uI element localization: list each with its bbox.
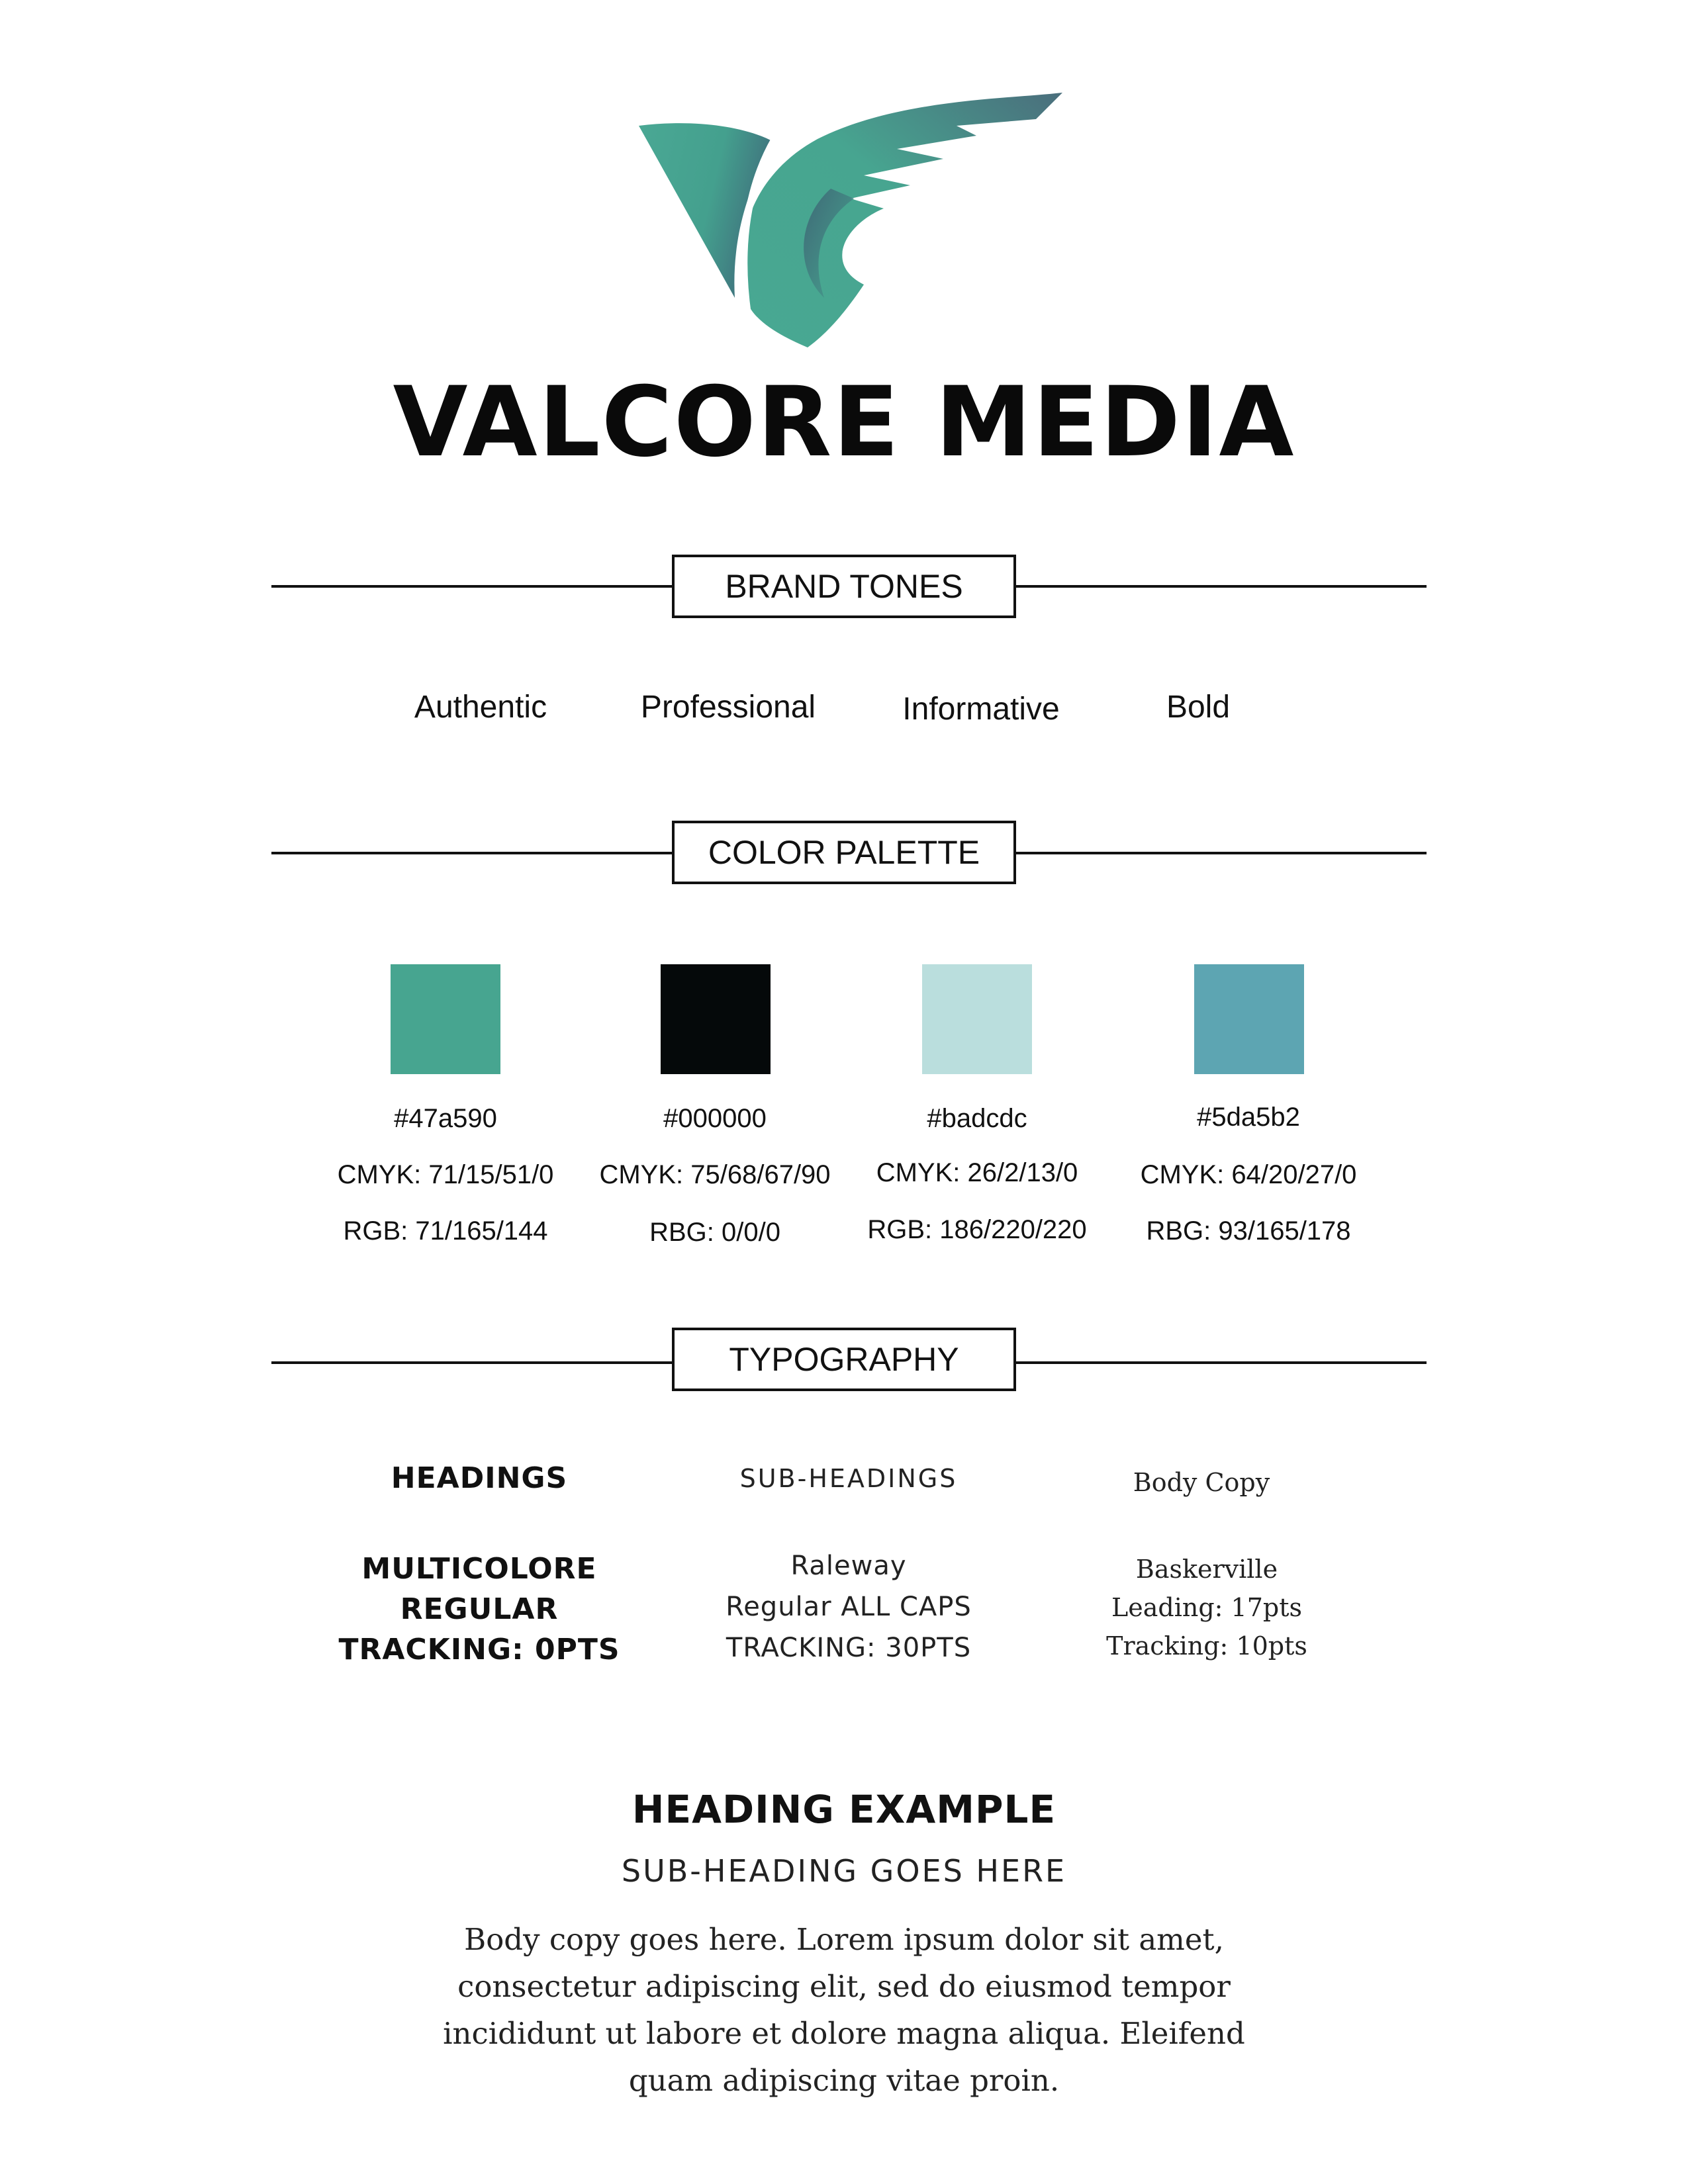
valcore-wing-logo-icon <box>632 86 1082 351</box>
section-rule-left <box>271 1361 672 1364</box>
typography-body-tracking: Tracking: 10pts <box>1106 1631 1307 1661</box>
tone-bold: Bold <box>1166 690 1231 725</box>
section-rule-left <box>271 852 672 854</box>
heading-example: HEADING EXAMPLE <box>632 1787 1056 1832</box>
color-cmyk: CMYK: 71/15/51/0 <box>337 1160 554 1189</box>
color-rgb: RBG: 93/165/178 <box>1146 1216 1351 1246</box>
color-hex: #47a590 <box>394 1104 497 1133</box>
typography-subheadings-font: Raleway <box>790 1551 907 1581</box>
color-swatch-primary <box>391 964 500 1074</box>
color-hex: #000000 <box>663 1104 767 1133</box>
body-copy-line: incididunt ut labore et dolore magna aliqua. Eleifend <box>443 2016 1245 2051</box>
section-rule-right <box>1016 852 1427 854</box>
body-copy-line: quam adipiscing vitae proin. <box>628 2063 1060 2098</box>
color-hex: #5da5b2 <box>1197 1103 1300 1132</box>
typography-subheadings-weight: Regular ALL CAPS <box>726 1592 972 1622</box>
section-title-color-palette: COLOR PALETTE <box>672 821 1016 884</box>
color-swatch-blue <box>1194 964 1304 1074</box>
tone-informative: Informative <box>902 692 1060 727</box>
typography-subheadings-label: SUB-HEADINGS <box>739 1464 958 1493</box>
color-cmyk: CMYK: 75/68/67/90 <box>599 1160 831 1189</box>
section-rule-right <box>1016 1361 1427 1364</box>
color-hex: #badcdc <box>927 1104 1027 1133</box>
color-swatch-black <box>661 964 771 1074</box>
body-copy-line: Body copy goes here. Lorem ipsum dolor sit amet, <box>464 1922 1224 1957</box>
color-rgb: RGB: 71/165/144 <box>343 1216 548 1246</box>
section-title-typography: TYPOGRAPHY <box>672 1328 1016 1391</box>
typography-headings-tracking: TRACKING: 0PTS <box>338 1633 620 1666</box>
typography-headings-weight: REGULAR <box>400 1592 559 1626</box>
color-rgb: RBG: 0/0/0 <box>649 1218 780 1247</box>
typography-body-label: Body Copy <box>1133 1468 1270 1497</box>
color-rgb: RGB: 186/220/220 <box>867 1215 1087 1244</box>
brand-name: VALCORE MEDIA <box>393 366 1295 478</box>
tone-professional: Professional <box>640 690 816 725</box>
color-swatch-light <box>922 964 1032 1074</box>
typography-subheadings-spec <box>726 1545 972 1668</box>
color-cmyk: CMYK: 26/2/13/0 <box>876 1158 1078 1187</box>
typography-body-font: Baskerville <box>1135 1555 1278 1584</box>
section-rule-right <box>1016 585 1427 588</box>
typography-subheadings-tracking: TRACKING: 30PTS <box>726 1633 972 1663</box>
typography-headings-spec <box>338 1549 620 1670</box>
typography-body-leading: Leading: 17pts <box>1111 1593 1302 1622</box>
section-rule-left <box>271 585 672 588</box>
body-copy-example <box>0 1916 1688 2104</box>
tone-authentic: Authentic <box>414 690 547 725</box>
body-copy-line: consectetur adipiscing elit, sed do eiusmod tempor <box>457 1969 1231 2004</box>
subheading-example: SUB-HEADING GOES HERE <box>621 1853 1067 1889</box>
typography-headings-font: MULTICOLORE <box>361 1552 597 1586</box>
color-cmyk: CMYK: 64/20/27/0 <box>1140 1160 1357 1189</box>
section-title-brand-tones: BRAND TONES <box>672 555 1016 618</box>
typography-body-spec <box>1106 1550 1307 1665</box>
typography-headings-label: HEADINGS <box>391 1461 568 1495</box>
